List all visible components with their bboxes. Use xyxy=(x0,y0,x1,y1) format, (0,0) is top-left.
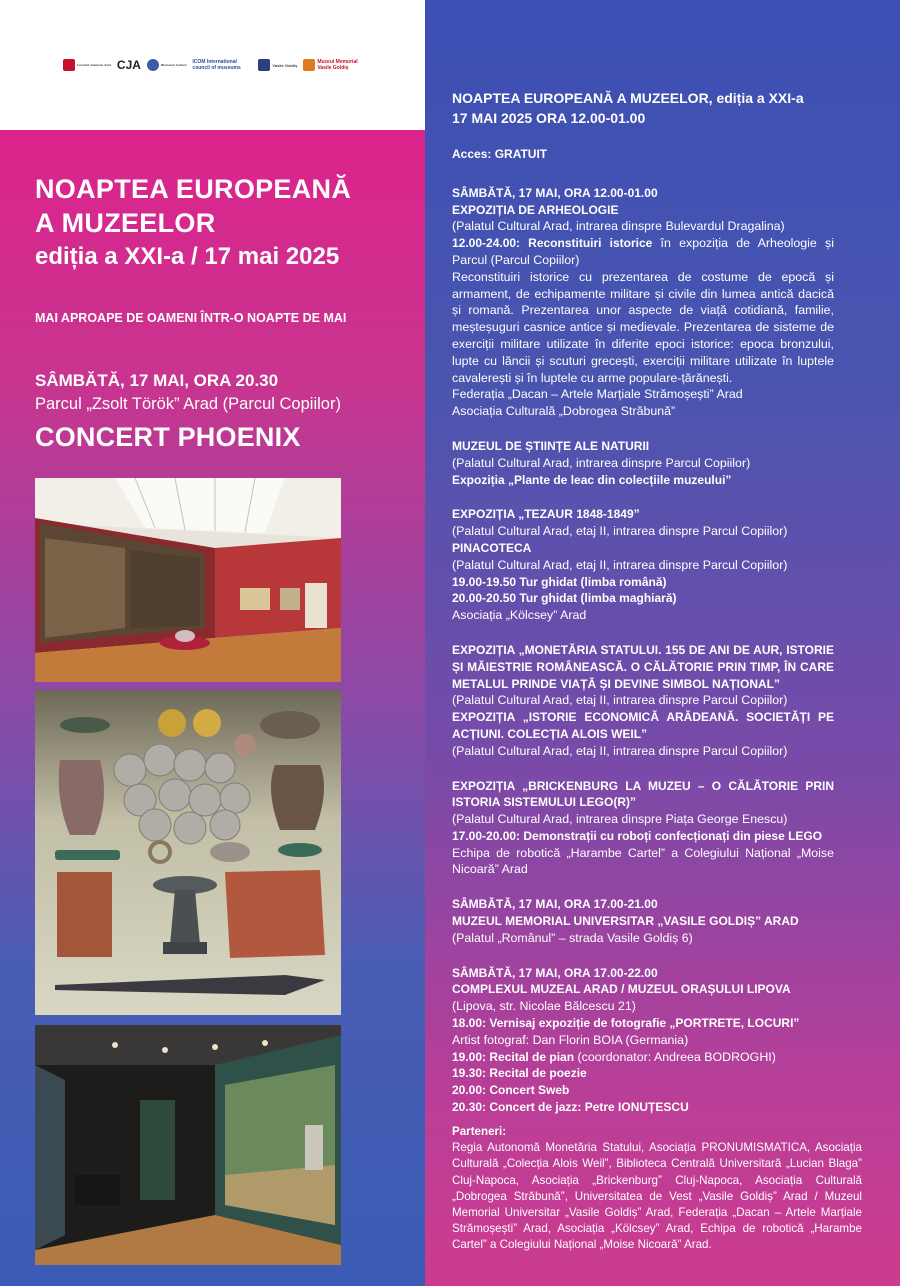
partners-title: Parteneri: xyxy=(452,1125,507,1138)
s3-location: (Palatul Cultural Arad, etaj II, intrarea dinspre Parcul Copiilor) xyxy=(452,524,788,539)
logo-cja: CJA xyxy=(116,58,141,72)
title-edition: ediția a XXI-a / 17 mai 2025 xyxy=(35,243,340,270)
s4-title: EXPOZIȚIA „MONETĂRIA STATULUI. 155 DE ANI DE AUR, ISTORIE ȘI MĂIESTRIE ROMÂNEASCĂ. O CĂLĂTORIE PRIN TIMP, ÎN CARE METALUL PRINDE VIAȚĂ ȘI DEVINE SIMBOL NAȚIONAL” xyxy=(452,642,834,691)
concert-block xyxy=(35,371,341,453)
program-body xyxy=(452,146,834,1116)
logo-muzeu-goldis: Muzeul Memorial Vasile Goldiș xyxy=(303,59,362,71)
s4-location: (Palatul Cultural Arad, etaj II, intrarea dinspre Parcul Copiilor) xyxy=(452,693,788,708)
left-panel xyxy=(0,0,425,1286)
partners-block xyxy=(452,1124,862,1254)
s2-location: (Palatul Cultural Arad, intrarea dinspre Parcul Copiilor) xyxy=(452,455,751,470)
s3-location-2: (Palatul Cultural Arad, etaj II, intrarea dinspre Parcul Copiilor) xyxy=(452,557,788,572)
s6-title: MUZEUL MEMORIAL UNIVERSITAR „VASILE GOLDIȘ” ARAD xyxy=(452,914,799,929)
partners-list: Regia Autonomă Monetăria Statului, Asociația PRONUMISMATICA, Asociația Culturală „Colecția Alois Weil”, Biblioteca Centrală Universitară „Lucian Blaga” Cluj-Napoca, Asociația „Brickenburg” Cluj-Napoca, Asociația Culturală „Dobrogea Străbună”, Universitatea de Vest „Vasile Goldiș” Arad / Muzeul Memorial Universitar „Vasile Goldiș” Arad, Federația „Dacan – Artele Marțiale Strămoșești” Arad, Asociația „Kölcsey” Arad, Echipa de robotică „Harambe Cartel” a Colegiului Național „Moise Nicoară” Arad. xyxy=(452,1141,862,1252)
concert-date: SÂMBĂTĂ, 17 MAI, ORA 20.30 xyxy=(35,371,279,390)
logo-strip xyxy=(0,0,425,130)
s1-title: EXPOZIȚIA DE ARHEOLOGIE xyxy=(452,202,619,217)
s3-subtitle: PINACOTECA xyxy=(452,540,532,555)
s1-time: 12.00-24.00: Reconstituiri istorice în expoziția de Arheologie și Parcul (Parcul Copiilor) xyxy=(452,236,834,267)
logo-cj: Consiliul Județean Arad xyxy=(63,59,111,71)
logo-goldis: Vasile Goldiș xyxy=(258,59,297,71)
poster-title xyxy=(35,172,351,272)
title-line-2: A MUZEELOR xyxy=(35,208,216,238)
s4-title-2: EXPOZIȚIA „ISTORIE ECONOMICĂ ARĂDEANĂ. SOCIETĂȚI PE ACȚIUNI. COLECȚIA ALOIS WEIL” xyxy=(452,710,834,741)
s4-location-2: (Palatul Cultural Arad, etaj II, intrarea dinspre Parcul Copiilor) xyxy=(452,743,788,758)
s2-exhibit: Expoziția „Plante de leac din colecțiile muzeului” xyxy=(452,472,732,487)
right-panel xyxy=(425,0,900,1286)
s1-location: (Palatul Cultural Arad, intrarea dinspre Bulevardul Dragalina) xyxy=(452,219,785,234)
s6-location: (Palatul „Românul” – strada Vasile Goldiș 6) xyxy=(452,930,693,945)
motto: MAI APROAPE DE OAMENI ÎNTR-O NOAPTE DE MAI xyxy=(35,311,347,325)
program-title: NOAPTEA EUROPEANĂ A MUZEELOR, ediția a XXI-a xyxy=(452,90,804,106)
s7-event-1-artist: Artist fotograf: Dan Florin BOIA (Germania) xyxy=(452,1032,689,1047)
diorama-photo xyxy=(35,1025,341,1265)
s7-date: SÂMBĂTĂ, 17 MAI, ORA 17.00-22.00 xyxy=(452,965,658,980)
s1-date: SÂMBĂTĂ, 17 MAI, ORA 12.00-01.00 xyxy=(452,185,658,200)
s3-tour-1: 19.00-19.50 Tur ghidat (limba română) xyxy=(452,574,667,589)
s3-tour-2: 20.00-20.50 Tur ghidat (limba maghiară) xyxy=(452,591,677,606)
s1-organizer-2: Asociația Culturală „Dobrogea Străbună” xyxy=(452,404,676,419)
s7-event-2: 19.00: Recital de pian (coordonator: Andreea BODROGHI) xyxy=(452,1049,776,1064)
logo-ministry: Ministerul Culturii xyxy=(147,59,187,71)
program-header xyxy=(452,88,804,128)
s7-title: COMPLEXUL MUZEAL ARAD / MUZEUL ORAȘULUI LIPOVA xyxy=(452,982,791,997)
title-line-1: NOAPTEA EUROPEANĂ xyxy=(35,174,352,204)
s5-title: EXPOZIȚIA „BRICKENBURG LA MUZEU – O CĂLĂTORIE PRIN ISTORIA SISTEMULUI LEGO(R)” xyxy=(452,778,834,810)
gallery-photo xyxy=(35,478,341,682)
s5-location: (Palatul Cultural Arad, intrarea dinspre Piața George Enescu) xyxy=(452,812,788,827)
s1-organizer-1: Federația „Dacan – Artele Marțiale Strămoșești” Arad xyxy=(452,387,743,402)
concert-place: Parcul „Zsolt Török” Arad (Parcul Copiilor) xyxy=(35,395,341,413)
artefacts-photo xyxy=(35,690,341,1015)
s5-organizer: Echipa de robotică „Harambe Cartel” a Colegiului Național „Moise Nicoară” Arad xyxy=(452,845,834,877)
concert-name: CONCERT PHOENIX xyxy=(35,422,301,452)
s5-time: 17.00-20.00: Demonstrații cu roboți confecționați din piese LEGO xyxy=(452,828,823,843)
s7-location: (Lipova, str. Nicolae Bălcescu 21) xyxy=(452,999,636,1014)
s7-event-5: 20.30: Concert de jazz: Petre IONUȚESCU xyxy=(452,1100,689,1115)
s2-title: MUZEUL DE ȘTIINȚE ALE NATURII xyxy=(452,438,650,453)
access-info: Acces: GRATUIT xyxy=(452,147,548,161)
s3-organizer: Asociația „Kölcsey” Arad xyxy=(452,608,587,623)
s7-event-1: 18.00: Vernisaj expoziție de fotografie „PORTRETE, LOCURI” xyxy=(452,1016,800,1031)
s3-title: EXPOZIȚIA „TEZAUR 1848-1849” xyxy=(452,507,640,522)
s7-event-4: 20.00: Concert Sweb xyxy=(452,1083,570,1098)
s1-description: Reconstituiri istorice cu prezentarea de costume de epocă și armament, de echipamente militare și civile din lumea antică dacică și romană. Prezentarea unor aspecte de viață cotidiană, familie, meșteșuguri casnice antice și medievale. Prezentarea de sisteme de exerciții militare utilizate în diferite epoci istorice: epoca bronzului, lupte cu lăncii și scuturi grecești, exerciții militare utilizate în luptele cavalerești și în luptele cu arme populare-țărănești. xyxy=(452,269,834,385)
s6-date: SÂMBĂTĂ, 17 MAI, ORA 17.00-21.00 xyxy=(452,897,658,912)
logo-icom: ICOM International council of museums xyxy=(192,59,241,71)
program-date: 17 MAI 2025 ORA 12.00-01.00 xyxy=(452,110,646,126)
s7-event-3: 19.30: Recital de poezie xyxy=(452,1066,587,1081)
